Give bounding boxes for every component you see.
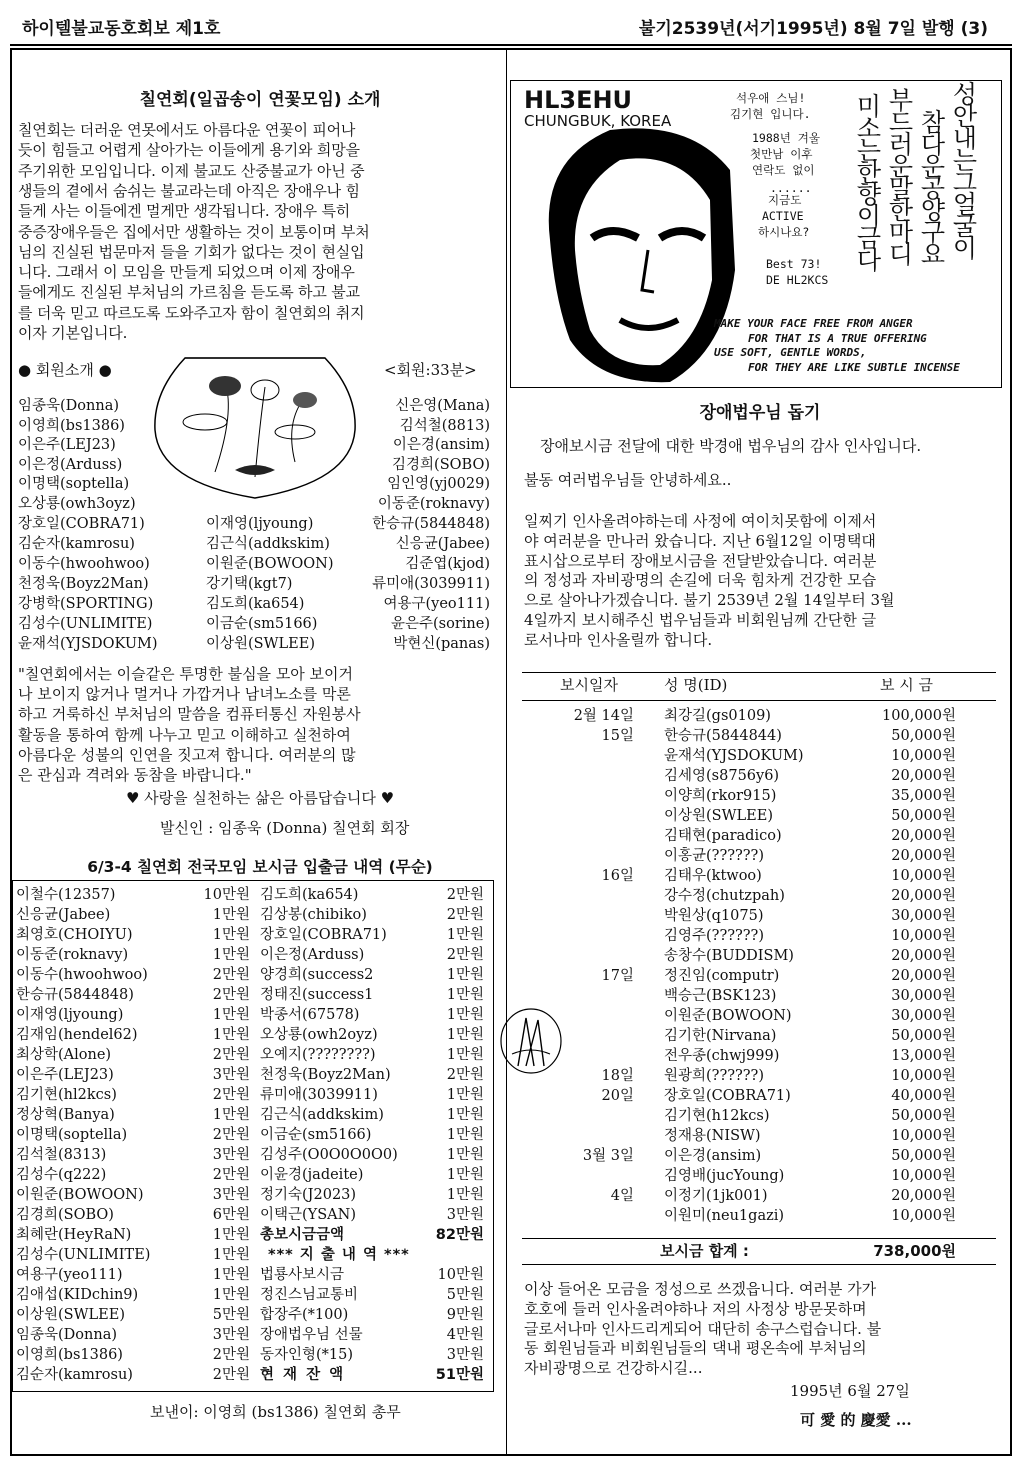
member-name: 한승규(5844848) <box>372 516 490 532</box>
donation-amount: 50,000원 <box>891 808 956 824</box>
intro-line: 이자 기본입니다. <box>18 324 128 342</box>
donation-amount: 20,000원 <box>891 848 956 864</box>
donation-amount: 10,000원 <box>891 928 956 944</box>
donor-name: 임종욱(Donna) <box>16 1327 118 1343</box>
donor-amount: 1만원 <box>446 1127 484 1143</box>
intro-line: 주기위한 모임입니다. 이제 불교도 산중불교가 아닌 중 <box>18 161 365 180</box>
donation-name: 이홍균(??????) <box>664 848 764 864</box>
donation-amount: 10,000원 <box>891 1128 956 1144</box>
intro-line: 들에게도 진실된 부처님의 가르침을 듣도록 하고 불교 <box>18 283 360 302</box>
donor-name: 이영희(bs1386) <box>16 1347 123 1363</box>
donation-title: 6/3-4 칠연회 전국모임 보시금 입출금 내역 (무순) <box>87 858 433 876</box>
donor-name: 최혜란(HeyRaN) <box>16 1227 132 1243</box>
member-name: 김순자(kamrosu) <box>18 536 135 552</box>
donor-name: 이윤경(jadeite) <box>260 1167 364 1183</box>
donor-name: 정기숙(J2023) <box>260 1187 357 1203</box>
donor-name: 김기현(hl2kcs) <box>16 1087 117 1103</box>
donor-amount: 2만원 <box>446 947 484 963</box>
closing-line: 동 회원님들과 비회원님들의 댁내 평온속에 부처님의 <box>524 1339 867 1358</box>
donor-name: 이원준(BOWOON) <box>16 1187 144 1203</box>
balance-value: 51만원 <box>435 1367 484 1383</box>
donation-amount: 20,000원 <box>891 968 956 984</box>
handwritten-line: 첫만남 이후 <box>750 147 813 161</box>
handwritten-line: 1988년 겨울 <box>752 131 820 145</box>
letter-line: 표시삽으로부터 장애보시금을 전달받았습니다. 여러분 <box>524 551 877 570</box>
expense-item: 동자인형(*15) <box>260 1347 354 1363</box>
donor-name: 김상봉(chibiko) <box>260 907 367 923</box>
donation-amount: 20,000원 <box>891 948 956 964</box>
expense-amount: 4만원 <box>446 1327 484 1343</box>
donation-amount: 13,000원 <box>891 1048 956 1064</box>
donation-name: 김태현(paradico) <box>664 828 782 844</box>
intro-line: 를 더욱 믿고 따르도록 도와주고자 함이 칠연회의 취지 <box>18 303 365 322</box>
donation-name: 최강길(gs0109) <box>664 708 771 724</box>
donor-amount: 3만원 <box>446 1207 484 1223</box>
donation-amount: 50,000원 <box>891 1148 956 1164</box>
expense-item: 정진스님교통비 <box>260 1287 359 1303</box>
donor-name: 신응균(Jabee) <box>16 907 111 923</box>
donor-name: 장호일(COBRA71) <box>260 927 387 943</box>
donor-amount: 1만원 <box>212 1107 250 1123</box>
member-name: 장호일(COBRA71) <box>18 516 145 532</box>
expense-amount: 9만원 <box>446 1307 484 1323</box>
donation-name: 한승규(5844844) <box>664 728 782 744</box>
donor-amount: 1만원 <box>446 1147 484 1163</box>
donor-name: 김근식(addkskim) <box>260 1107 384 1123</box>
member-name: 강기택(kgt7) <box>206 576 293 592</box>
balance-label: 현 재 잔 액 <box>260 1367 346 1383</box>
donation-date: 3월 3일 <box>582 1148 634 1164</box>
donation-name: 원광희(??????) <box>664 1068 764 1084</box>
col-name-header: 성 명(ID) <box>664 676 728 694</box>
offering-line: FOR THEY ARE LIKE SUBTLE INCENSE <box>748 360 960 374</box>
expense-item: 장애법우님 선물 <box>260 1327 363 1343</box>
closing-line: 이상 들어온 모금을 정성으로 쓰겠읍니다. 여러분 가가 <box>524 1280 877 1298</box>
intro-line: 생들의 곁에서 숨쉬는 불교라는데 아직은 장애우나 힘 <box>18 181 360 200</box>
donation-name: 이은경(ansim) <box>664 1148 762 1164</box>
donation-amount: 40,000원 <box>891 1088 956 1104</box>
member-name: 김성수(UNLIMITE) <box>18 616 153 632</box>
members-count: <회원:33분> <box>384 361 477 379</box>
donor-name: 정태진(success1 <box>260 987 374 1003</box>
donation-name: 김기현(h12kcs) <box>664 1108 770 1124</box>
handwritten-line: 연락도 없이 <box>752 163 815 177</box>
donor-name: 최영호(CHOIYU) <box>16 927 133 943</box>
donor-amount: 1만원 <box>446 1187 484 1203</box>
letter-line: 4일까지 보시해주신 법우님들과 비회원님께 간단한 글 <box>524 611 877 629</box>
donor-name: 이명택(soptella) <box>16 1127 128 1143</box>
treasurer-line: 보낸이: 이영희 (bs1386) 칠연회 총무 <box>150 1403 401 1421</box>
donor-amount: 1만원 <box>212 1227 250 1243</box>
poem-column: 부드러운말한마디 <box>888 86 914 269</box>
offering-line: USE SOFT, GENTLE WORDS, <box>714 346 867 359</box>
expense-amount: 3만원 <box>446 1347 484 1363</box>
donation-amount: 20,000원 <box>891 1188 956 1204</box>
donation-name: 김태우(ktwoo) <box>664 868 762 884</box>
donor-name: 이금순(sm5166) <box>260 1127 372 1143</box>
donor-name: 김애섭(KIDchin9) <box>16 1287 139 1303</box>
intro-line: 칠연회는 더러운 연못에서도 아름다운 연꽃이 피어나 <box>18 121 356 139</box>
donation-name: 이상원(SWLEE) <box>664 808 773 824</box>
donation-date: 15일 <box>601 728 634 744</box>
praying-hands-icon <box>496 1006 566 1076</box>
member-name: 김근식(addkskim) <box>206 536 330 552</box>
quote-line: 은 관심과 격려와 동참을 바랍니다." <box>18 766 252 784</box>
donation-amount: 10,000원 <box>891 1068 956 1084</box>
handwritten-line: 지금도 <box>768 193 802 207</box>
donation-amount: 30,000원 <box>891 1008 956 1024</box>
donor-name: 이철수(12357) <box>16 887 116 903</box>
handwritten-line: ACTIVE <box>762 209 804 223</box>
donor-amount: 1만원 <box>212 1027 250 1043</box>
donor-name: 이상원(SWLEE) <box>16 1307 125 1323</box>
col-amount-header: 보 시 금 <box>880 676 934 694</box>
handwritten-line: Best 73! <box>766 257 822 271</box>
donation-name: 전우종(chwj999) <box>664 1048 780 1064</box>
expense-item: 법룡사보시금 <box>260 1267 345 1283</box>
donation-name: 이양희(rkor915) <box>664 788 777 804</box>
sum-value: 738,000원 <box>873 1242 956 1260</box>
member-name: 김도희(ka654) <box>206 596 305 612</box>
member-name: 이은경(ansim) <box>392 437 490 453</box>
member-name: 신응균(Jabee) <box>395 536 490 552</box>
donor-amount: 1만원 <box>212 927 250 943</box>
offering-line: FOR THAT IS A TRUE OFFERING <box>748 331 927 345</box>
closing-line: 글로서나마 인사드리게되어 대단히 송구스럽습니다. 불 <box>524 1319 882 1338</box>
member-name: 이상원(SWLEE) <box>206 636 315 652</box>
donation-amount: 30,000원 <box>891 988 956 1004</box>
sum-label: 보시금 합계 : <box>660 1242 749 1260</box>
donor-amount: 2만원 <box>446 1067 484 1083</box>
donor-name: 오상룡(owh2oyz) <box>260 1027 378 1043</box>
quote-line: 나 보이지 않거나 멀거나 가깝거나 남녀노소를 막론 <box>18 685 351 704</box>
donor-amount: 5만원 <box>212 1307 250 1323</box>
member-name: 여용구(yeo111) <box>383 596 490 612</box>
donation-name: 윤재석(YJSDOKUM) <box>664 748 804 764</box>
donor-name: 양경희(success2 <box>260 967 374 983</box>
donor-amount: 2만원 <box>212 967 250 983</box>
member-name: 류미애(3039911) <box>372 576 490 592</box>
section-title-chilyeonhoe: 칠연회(일곱송이 연꽃모임) 소개 <box>139 90 381 110</box>
donor-amount: 1만원 <box>446 987 484 1003</box>
member-name: 신은영(Mana) <box>395 398 490 414</box>
donor-name: 이은주(LEJ23) <box>16 1067 114 1083</box>
signature: 可 愛 的 慶愛 ... <box>800 1411 912 1429</box>
member-name: 김석철(8813) <box>399 417 490 434</box>
donor-amount: 6만원 <box>212 1207 250 1223</box>
intro-line: 님의 진실된 법문마저 들을 기회가 없다는 것이 현실입 <box>18 242 365 261</box>
donation-name: 강수정(chutzpah) <box>664 888 785 904</box>
expense-amount: 10만원 <box>437 1267 484 1283</box>
donor-amount: 2만원 <box>212 1087 250 1103</box>
donation-name: 김세영(s8756y6) <box>664 768 780 784</box>
donor-amount: 1만원 <box>446 1047 484 1063</box>
donor-amount: 2만원 <box>446 887 484 903</box>
donor-name: 천정욱(Boyz2Man) <box>260 1067 391 1083</box>
donor-name: 정상혁(Banya) <box>16 1107 115 1123</box>
callsign: HL3EHU <box>524 86 633 114</box>
donor-amount: 1만원 <box>212 1247 250 1263</box>
section-title-support: 장애법우님 돕기 <box>699 403 821 423</box>
poem-column: 참다운공양구요 <box>920 108 946 269</box>
donation-date: 20일 <box>601 1088 634 1104</box>
letter-date: 1995년 6월 27일 <box>790 1382 910 1400</box>
handwritten-line: ...... <box>770 181 812 195</box>
donation-date: 16일 <box>601 868 634 884</box>
intro-line: 중증장애우들은 집에서만 생활하는 것이 보통이며 부처 <box>18 222 370 241</box>
donation-amount: 50,000원 <box>891 1028 956 1044</box>
member-name: 오상룡(owh3oyz) <box>18 495 136 512</box>
donor-name: 이동준(roknavy) <box>16 947 129 963</box>
closing-line: 자비광명으로 건강하시길... <box>524 1359 703 1378</box>
donation-amount: 50,000원 <box>891 728 956 744</box>
donor-name: 김경희(SOBO) <box>16 1207 114 1223</box>
donation-name: 김영주(??????) <box>664 928 764 944</box>
donor-name: 박종서(67578) <box>260 1007 360 1023</box>
donation-amount: 30,000원 <box>891 908 956 924</box>
member-name: 박현신(panas) <box>393 636 490 652</box>
donor-amount: 1만원 <box>212 1007 250 1023</box>
member-name: 임인영(yj0029) <box>387 476 490 492</box>
donor-name: 김재임(hendel62) <box>16 1027 138 1043</box>
member-name: 이은주(LEJ23) <box>18 437 116 453</box>
donor-amount: 1만원 <box>446 1027 484 1043</box>
member-name: 이원준(BOWOON) <box>206 556 334 572</box>
donation-date: 4일 <box>610 1188 634 1204</box>
poem-column: 미소는한향이금다 <box>856 92 882 275</box>
donation-date: 2월 14일 <box>573 708 634 724</box>
donation-name: 장호일(COBRA71) <box>664 1088 791 1104</box>
quote-line: 활동을 통하여 함께 나누고 믿고 이해하고 실천하여 <box>18 725 351 744</box>
donation-name: 이정기(1jk001) <box>664 1188 768 1204</box>
donation-amount: 20,000원 <box>891 768 956 784</box>
donor-amount: 3만원 <box>212 1067 250 1083</box>
letter-line: 으로 살아나가겠습니다. 불기 2539년 2월 14일부터 3월 <box>524 591 895 610</box>
buddha-face-icon <box>520 120 740 388</box>
support-intro: 장애보시금 전달에 대한 박경애 법우님의 감사 인사입니다. <box>540 437 922 455</box>
donor-name: 이재영(ljyoung) <box>16 1007 124 1023</box>
header-rule <box>10 44 1012 46</box>
column-divider <box>506 48 507 1456</box>
member-name: 임종욱(Donna) <box>18 398 120 414</box>
donor-amount: 1만원 <box>446 927 484 943</box>
donor-name: 김성수(q222) <box>16 1167 107 1183</box>
donation-amount: 50,000원 <box>891 1108 956 1124</box>
member-name: 이은정(Arduss) <box>18 456 123 473</box>
donation-name: 이원미(neu1gazi) <box>664 1208 785 1224</box>
poem-column: 성안내는그얼굴이 <box>952 80 978 263</box>
table-header-rule <box>522 700 996 701</box>
donor-name: 류미애(3039911) <box>260 1087 378 1103</box>
donation-date: 17일 <box>601 968 634 984</box>
member-name: 이재영(ljyoung) <box>206 516 314 532</box>
donor-amount: 10만원 <box>203 887 250 903</box>
member-name: 천정욱(Boyz2Man) <box>18 576 149 592</box>
letter-line: 일찌기 인사올려야하는데 사정에 여이치못함에 이제서 <box>524 512 877 530</box>
donor-name: 이동수(hwoohwoo) <box>16 967 148 983</box>
handwritten-line: DE HL2KCS <box>766 273 829 287</box>
donor-name: 김석철(8313) <box>16 1147 107 1163</box>
member-name: 이영희(bs1386) <box>18 417 125 434</box>
member-name: 강병학(SPORTING) <box>18 596 154 612</box>
donor-amount: 1만원 <box>446 1087 484 1103</box>
col-date-header: 보시일자 <box>560 676 618 694</box>
expense-item: 합장주(*100) <box>260 1307 349 1323</box>
donation-amount: 10,000원 <box>891 1208 956 1224</box>
donor-amount: 1만원 <box>446 967 484 983</box>
member-name: 이금순(sm5166) <box>206 616 318 632</box>
donor-amount: 1만원 <box>212 907 250 923</box>
donor-name: 김성주(O0O0O0O0) <box>260 1147 398 1163</box>
donor-name: 이택근(YSAN) <box>260 1207 356 1223</box>
member-name: 이동준(roknavy) <box>377 495 490 512</box>
member-name: 김준엽(kjod) <box>405 556 490 572</box>
donation-amount: 35,000원 <box>891 788 956 804</box>
donor-name: 오예지(????????) <box>260 1047 376 1063</box>
intro-line: 니다. 그래서 이 모임을 만들게 되었으며 이제 장애우 <box>18 263 355 282</box>
donation-amount: 10,000원 <box>891 748 956 764</box>
donor-amount: 1만원 <box>446 1007 484 1023</box>
love-slogan: ♥ 사랑을 실천하는 삶은 아름답습니다 ♥ <box>125 789 395 807</box>
total-label: 총보시금금액 <box>260 1227 345 1243</box>
callsign-location: CHUNGBUK, KOREA <box>524 112 672 130</box>
expense-label: *** 지 출 내 역 *** <box>268 1247 410 1263</box>
newsletter-name: 하이텔불교동호회보 제1호 <box>22 19 221 39</box>
member-name: 윤재석(YJSDOKUM) <box>18 636 158 652</box>
donor-amount: 2만원 <box>212 1167 250 1183</box>
donor-amount: 1만원 <box>212 1267 250 1283</box>
donation-name: 정재용(NISW) <box>664 1128 761 1144</box>
donation-amount: 20,000원 <box>891 828 956 844</box>
donation-amount: 10,000원 <box>891 868 956 884</box>
donation-name: 송창수(BUDDISM) <box>664 948 794 964</box>
donor-amount: 2만원 <box>446 907 484 923</box>
handwritten-line: 석우애 스님! <box>736 91 806 105</box>
member-name: 이동수(hwoohwoo) <box>18 556 150 572</box>
donor-name: 김성수(UNLIMITE) <box>16 1247 151 1263</box>
donor-name: 최상학(Alone) <box>16 1047 112 1063</box>
donation-amount: 10,000원 <box>891 1168 956 1184</box>
sum-bottom-rule <box>522 1264 996 1265</box>
donation-amount: 20,000원 <box>891 888 956 904</box>
donor-amount: 1만원 <box>212 1287 250 1303</box>
member-name: 이명택(soptella) <box>18 476 130 492</box>
letter-line: 로서나마 인사올릴까 합니다. <box>524 630 713 649</box>
donor-amount: 2만원 <box>212 1347 250 1363</box>
quote-line: "칠연회에서는 이슬같은 투명한 불심을 모아 보이거 <box>18 665 354 683</box>
donor-amount: 3만원 <box>212 1147 250 1163</box>
letter-line: 의 정성과 자비광명의 손길에 더욱 힘차게 건강한 모습 <box>524 571 877 590</box>
quote-line: 아름다운 성불의 인연을 짓고져 합니다. 여러분의 많 <box>18 745 356 764</box>
donation-name: 박원상(q1075) <box>664 908 764 924</box>
donor-name: 여용구(yeo111) <box>16 1267 123 1283</box>
donation-name: 김영배(jucYoung) <box>664 1168 785 1184</box>
donor-amount: 3만원 <box>212 1187 250 1203</box>
total-value: 82만원 <box>435 1227 484 1243</box>
letter-greeting: 불동 여러법우님들 안녕하세요.. <box>524 471 732 489</box>
donation-name: 백승근(BSK123) <box>664 988 777 1004</box>
member-name: 윤은주(sorine) <box>391 616 490 632</box>
donation-name: 이원준(BOWOON) <box>664 1008 792 1024</box>
donor-amount: 2만원 <box>212 1367 250 1383</box>
donor-amount: 2만원 <box>212 987 250 1003</box>
donor-name: 이은정(Arduss) <box>260 947 365 963</box>
donation-amount: 100,000원 <box>882 708 956 724</box>
sum-top-rule <box>522 1238 996 1239</box>
donation-date: 18일 <box>601 1068 634 1084</box>
donor-amount: 3만원 <box>212 1327 250 1343</box>
issue-date: 불기2539년(서기1995년) 8월 7일 발행 (3) <box>638 19 988 39</box>
intro-line: 듯이 힘들고 어렵게 살아가는 이들에게 용기와 희망을 <box>18 141 360 160</box>
handwritten-line: 김기현 입니다. <box>730 107 811 121</box>
donor-amount: 2만원 <box>212 1047 250 1063</box>
donor-name: 김도희(ka654) <box>260 887 359 903</box>
donor-amount: 1만원 <box>446 1167 484 1183</box>
members-label: ● 회원소개 ● <box>18 361 112 379</box>
donor-name: 김순자(kamrosu) <box>16 1367 133 1383</box>
member-name: 김경희(SOBO) <box>392 456 490 473</box>
donation-name: 정진임(computr) <box>664 968 780 984</box>
offering-line: MAKE YOUR FACE FREE FROM ANGER <box>714 317 913 330</box>
donor-name: 한승규(5844848) <box>16 987 134 1003</box>
donation-name: 김기한(Nirvana) <box>664 1028 777 1044</box>
closing-line: 호호에 들러 인사올려야하나 저의 사정상 방문못하며 <box>524 1299 867 1318</box>
expense-amount: 5만원 <box>446 1287 484 1303</box>
intro-line: 들게 사는 이들에겐 멀게만 생각됩니다. 장애우 특히 <box>18 202 351 221</box>
table-top-rule <box>522 672 996 673</box>
quote-line: 하고 거룩하신 부처님의 말씀을 컴퓨터통신 자원봉사 <box>18 705 361 724</box>
sender-line: 발신인 : 임종욱 (Donna) 칠연회 회장 <box>160 819 410 837</box>
handwritten-line: 하시나요? <box>758 225 810 239</box>
letter-line: 야 여러분을 만나러 왔습니다. 지난 6월12일 이명택대 <box>524 531 876 550</box>
donor-amount: 1만원 <box>212 947 250 963</box>
donor-amount: 2만원 <box>212 1127 250 1143</box>
donor-amount: 1만원 <box>446 1107 484 1123</box>
